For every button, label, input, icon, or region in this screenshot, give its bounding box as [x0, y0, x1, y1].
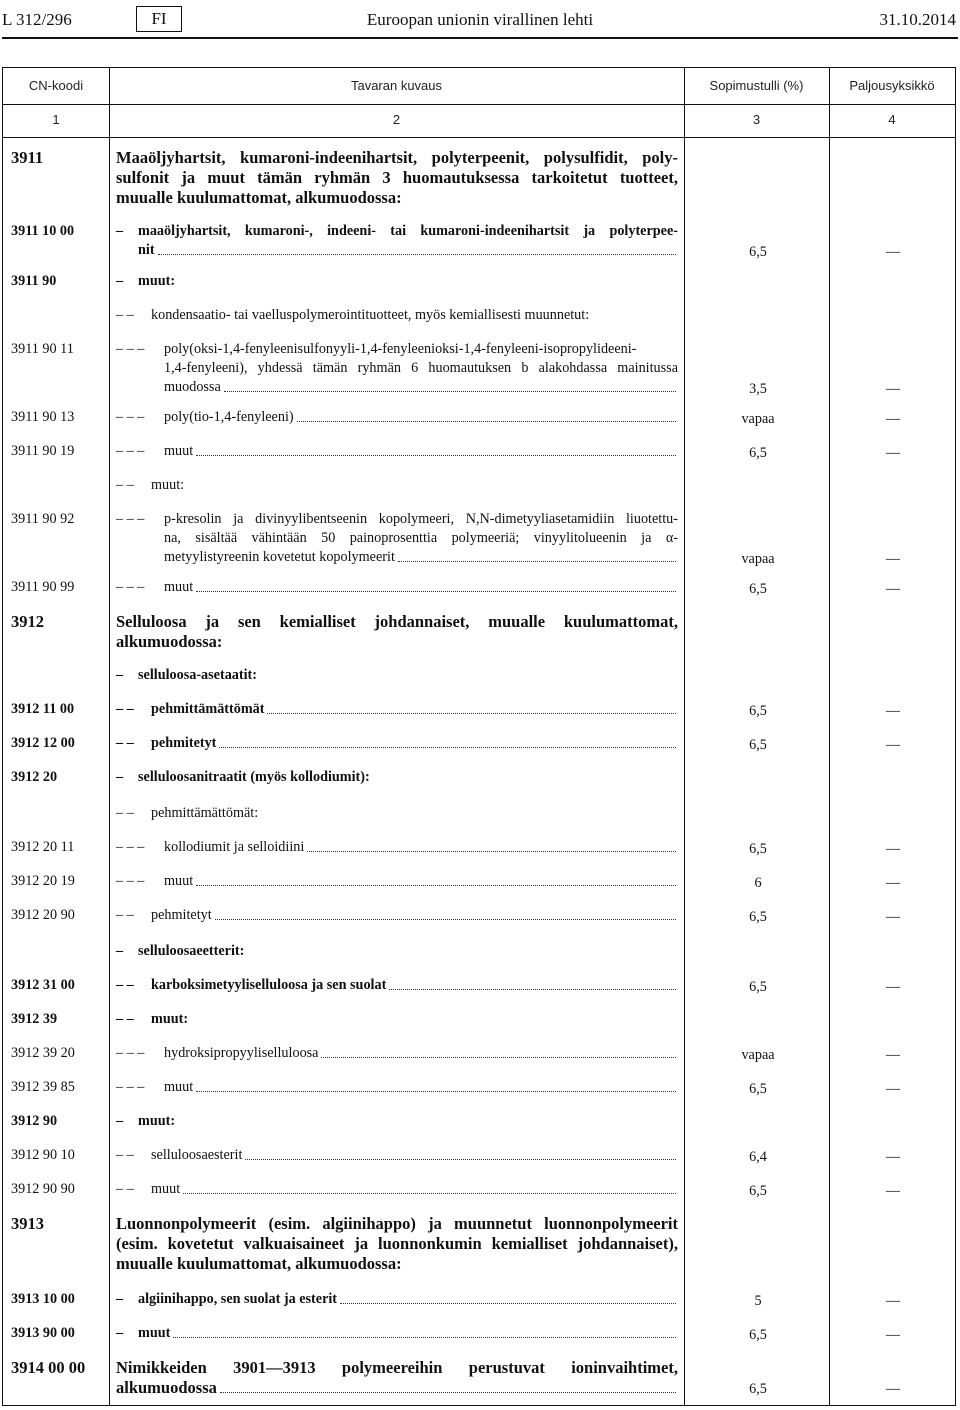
- cn-code: 3912 39 85: [11, 1079, 75, 1095]
- description-line: [138, 1324, 678, 1343]
- page-header: [0, 6, 960, 32]
- column-divider: [684, 68, 685, 1405]
- supplementary-unit: —: [885, 1183, 901, 1199]
- description: [116, 612, 678, 652]
- indent-dashes: – – –: [116, 409, 145, 425]
- description-text: metyylistyreenin kovetetut kopolymeerit: [164, 549, 395, 565]
- indent-dashes: – – –: [116, 839, 145, 855]
- col-header-unit: Paljousyksikkö: [849, 78, 935, 93]
- indent-dashes: –: [116, 223, 124, 239]
- description-line: na, sisältää vähintään 50 painoprosenttia polymeeriä; vinyylitolueenin ja α-: [164, 530, 678, 546]
- dot-leader: [220, 1392, 676, 1393]
- conventional-rate: vapaa: [741, 411, 775, 427]
- supplementary-unit: —: [885, 979, 901, 995]
- indent-dashes: – –: [116, 907, 134, 923]
- indent-dashes: –: [116, 1113, 124, 1129]
- supplementary-unit: —: [885, 551, 901, 567]
- conventional-rate: 6,5: [749, 737, 767, 753]
- description-line: muut:: [138, 273, 176, 289]
- description-text: karboksimetyyliselluloosa ja sen suolat: [151, 977, 387, 993]
- language-box: FI: [136, 6, 182, 32]
- dot-leader: [173, 1337, 676, 1338]
- conventional-rate: 3,5: [749, 381, 767, 397]
- description-text: kollodiumit ja selloidiini: [164, 839, 305, 855]
- description-line: muualle kuulumattomat, alkumuodossa:: [116, 1254, 402, 1273]
- indent-dashes: – –: [116, 735, 134, 751]
- description: [116, 734, 678, 753]
- description-line: selluloosanitraatit (myös kollodiumit):: [138, 769, 370, 785]
- description: [116, 942, 678, 961]
- description: [116, 148, 678, 208]
- conventional-rate: 6,4: [749, 1149, 767, 1165]
- description: [116, 700, 678, 719]
- supplementary-unit: —: [885, 411, 901, 427]
- cn-code: 3912 20 19: [11, 873, 75, 889]
- cn-code: 3911 10 00: [11, 223, 75, 239]
- supplementary-unit: —: [885, 841, 901, 857]
- description-line: [164, 578, 678, 597]
- cn-code: 3912: [11, 612, 44, 631]
- description-line: poly(oksi-1,4-fenyleenisulfonyyli-1,4-fenyleenioksi-1,4-fenyleeni-isopropylideeni-: [164, 341, 637, 357]
- indent-dashes: – –: [116, 701, 134, 717]
- description-line: pehmittämättömät:: [151, 805, 259, 821]
- dot-leader: [245, 1159, 676, 1160]
- description-text: selluloosaesterit: [151, 1147, 243, 1163]
- conventional-rate: vapaa: [741, 551, 775, 567]
- description-line: alkumuodossa:: [116, 632, 223, 651]
- description: [116, 1324, 678, 1343]
- description: [116, 476, 678, 495]
- description-line: [164, 378, 678, 397]
- cn-code: 3912 39: [11, 1011, 58, 1027]
- indent-dashes: – –: [116, 1181, 134, 1197]
- indent-dashes: – –: [116, 1147, 134, 1163]
- description-line: selluloosaeetterit:: [138, 943, 245, 959]
- cn-code: 3911: [11, 148, 44, 167]
- dot-leader: [224, 391, 676, 392]
- description-line: [151, 700, 678, 719]
- description-line: (esim. kovetetut valkuaisaineet ja luonnonkumin kemialliset johdannaiset),: [116, 1234, 678, 1253]
- description-line: [138, 1290, 678, 1309]
- conventional-rate: 6,5: [749, 1327, 767, 1343]
- description-line: kondensaatio- tai vaelluspolymerointituotteet, myös kemiallisesti muunnetut:: [151, 307, 590, 323]
- dot-leader: [196, 591, 676, 592]
- indent-dashes: – –: [116, 1011, 134, 1027]
- conventional-rate: 6,5: [749, 244, 767, 260]
- description-line: [138, 241, 678, 260]
- conventional-rate: 6,5: [749, 1381, 767, 1397]
- description-line: Luonnonpolymeerit (esim. algiinihappo) ja muunnetut luonnonpolymeerit: [116, 1214, 678, 1233]
- dot-leader: [267, 713, 676, 714]
- conventional-rate: 6,5: [749, 841, 767, 857]
- conventional-rate: 6,5: [749, 1183, 767, 1199]
- description-line: [164, 548, 678, 567]
- description: [116, 442, 678, 461]
- description: [116, 666, 678, 685]
- description: [116, 838, 678, 857]
- description-line: p-kresolin ja divinyylibentseenin kopolymeeri, N,N-dimetyyliasetamidiin liuotettu-: [164, 511, 678, 527]
- description-line: 1,4-fenyleeni), yhdessä tämän ryhmän 6 huomautuksen b alakohdassa mainitussa: [164, 360, 678, 376]
- description-line: muut:: [151, 477, 185, 493]
- dot-leader: [196, 455, 676, 456]
- description-line: [151, 906, 678, 925]
- description: [116, 872, 678, 891]
- description: [116, 1214, 678, 1274]
- indent-dashes: –: [116, 273, 124, 289]
- description-line: [164, 442, 678, 461]
- cn-code: 3911 90: [11, 273, 57, 289]
- description: [116, 1146, 678, 1165]
- dot-leader: [307, 851, 676, 852]
- description-text: muut: [164, 1079, 194, 1095]
- cn-code: 3912 39 20: [11, 1045, 75, 1061]
- dot-leader: [321, 1057, 676, 1058]
- publication-date: 31.10.2014: [879, 10, 956, 29]
- cn-code: 3912 90 90: [11, 1181, 75, 1197]
- supplementary-unit: —: [885, 381, 901, 397]
- indent-dashes: – – –: [116, 341, 145, 357]
- conventional-rate: 6,5: [749, 581, 767, 597]
- description: [116, 222, 678, 260]
- indent-dashes: – – –: [116, 579, 145, 595]
- description-line: muut:: [138, 1113, 176, 1129]
- page-reference: L 312/296: [2, 10, 72, 29]
- description-line: [164, 408, 678, 427]
- dot-leader: [196, 1091, 676, 1092]
- col-header-cn: CN-koodi: [28, 78, 84, 93]
- cn-code: 3912 11 00: [11, 701, 75, 717]
- cn-code: 3911 90 13: [11, 409, 75, 425]
- header-divider: [3, 137, 955, 138]
- supplementary-unit: —: [885, 581, 901, 597]
- conventional-rate: vapaa: [741, 1047, 775, 1063]
- indent-dashes: – –: [116, 977, 134, 993]
- description: [116, 1078, 678, 1097]
- description-text: alkumuodossa: [116, 1378, 217, 1397]
- description-text: muut: [151, 1181, 181, 1197]
- supplementary-unit: —: [885, 875, 901, 891]
- description-line: [164, 872, 678, 891]
- supplementary-unit: —: [885, 703, 901, 719]
- description: [116, 510, 678, 567]
- description-text: pehmitetyt: [151, 907, 212, 923]
- col-number-1: 1: [52, 112, 60, 127]
- col-number-4: 4: [888, 112, 896, 127]
- conventional-rate: 6,5: [749, 445, 767, 461]
- description-line: selluloosa-asetaatit:: [138, 667, 258, 683]
- description: [116, 906, 678, 925]
- description-text: muodossa: [164, 379, 221, 395]
- description: [116, 1290, 678, 1309]
- cn-code: 3912 90: [11, 1113, 58, 1129]
- indent-dashes: –: [116, 943, 124, 959]
- description: [116, 976, 678, 995]
- cn-code: 3914 00 00: [11, 1358, 86, 1377]
- description-line: [164, 838, 678, 857]
- description-text: pehmittämättömät: [151, 701, 265, 717]
- cn-code: 3912 31 00: [11, 977, 75, 993]
- col-header-rate: Sopimustulli (%): [709, 78, 804, 93]
- conventional-rate: 5: [754, 1293, 762, 1309]
- description-line: [151, 1180, 678, 1199]
- description: [116, 804, 678, 823]
- description-line: [164, 1044, 678, 1063]
- cn-code: 3913 10 00: [11, 1291, 75, 1307]
- cn-code: 3912 20 11: [11, 839, 75, 855]
- cn-code: 3911 90 92: [11, 511, 75, 527]
- description-line: muualle kuulumattomat, alkumuodossa:: [116, 188, 402, 207]
- supplementary-unit: —: [885, 1327, 901, 1343]
- indent-dashes: – – –: [116, 1045, 145, 1061]
- header-divider: [3, 104, 955, 105]
- cn-code: 3912 20 90: [11, 907, 75, 923]
- indent-dashes: –: [116, 769, 124, 785]
- description: [116, 1044, 678, 1063]
- header-rule: [2, 37, 958, 39]
- cn-code: 3911 90 11: [11, 341, 74, 357]
- cn-code: 3913: [11, 1214, 44, 1233]
- description-text: muut: [164, 443, 194, 459]
- col-number-3: 3: [752, 112, 761, 127]
- indent-dashes: – – –: [116, 873, 145, 889]
- indent-dashes: –: [116, 1325, 124, 1341]
- dot-leader: [158, 254, 676, 255]
- dot-leader: [196, 885, 676, 886]
- cn-code: 3912 90 10: [11, 1147, 75, 1163]
- conventional-rate: 6,5: [749, 1081, 767, 1097]
- indent-dashes: – – –: [116, 511, 145, 527]
- description-text: nit: [138, 242, 155, 258]
- supplementary-unit: —: [885, 909, 901, 925]
- conventional-rate: 6: [754, 875, 762, 891]
- description-line: [151, 734, 678, 753]
- description-line: muut:: [151, 1011, 189, 1027]
- description: [116, 578, 678, 597]
- indent-dashes: – – –: [116, 443, 145, 459]
- description-text: muut: [164, 873, 194, 889]
- indent-dashes: – –: [116, 477, 134, 493]
- description: [116, 768, 678, 787]
- indent-dashes: – – –: [116, 1079, 145, 1095]
- description-line: Selluloosa ja sen kemialliset johdannaiset, muualle kuulumattomat,: [116, 612, 678, 631]
- supplementary-unit: —: [885, 1047, 901, 1063]
- description-text: muut: [164, 579, 194, 595]
- description: [116, 1010, 678, 1029]
- tariff-table: [2, 67, 956, 1406]
- dot-leader: [398, 561, 676, 562]
- conventional-rate: 6,5: [749, 979, 767, 995]
- indent-dashes: – –: [116, 307, 134, 323]
- description-line: [151, 1146, 678, 1165]
- col-number-2: 2: [392, 112, 401, 127]
- column-divider: [109, 68, 110, 1405]
- description-line: maaöljyhartsit, kumaroni-, indeeni- tai kumaroni-indeenihartsit ja polyterpee-: [138, 223, 678, 239]
- col-header-desc: Tavaran kuvaus: [350, 78, 443, 93]
- cn-code: 3911 90 19: [11, 443, 75, 459]
- description: [116, 1358, 678, 1398]
- dot-leader: [215, 919, 676, 920]
- description-line: Maaöljyhartsit, kumaroni-indeenihartsit, polyterpeenit, polysulfidit, poly-: [116, 148, 678, 167]
- indent-dashes: –: [116, 667, 124, 683]
- description: [116, 272, 678, 291]
- description: [116, 340, 678, 397]
- description-line: Nimikkeiden 3901—3913 polymeereihin perustuvat ioninvaihtimet,: [116, 1358, 678, 1377]
- journal-title: Euroopan unionin virallinen lehti: [366, 10, 594, 29]
- conventional-rate: 6,5: [749, 909, 767, 925]
- dot-leader: [297, 421, 676, 422]
- description-text: hydroksipropyyliselluloosa: [164, 1045, 319, 1061]
- supplementary-unit: —: [885, 1149, 901, 1165]
- description-text: pehmitetyt: [151, 735, 217, 751]
- description: [116, 408, 678, 427]
- supplementary-unit: —: [885, 1381, 901, 1397]
- dot-leader: [219, 747, 676, 748]
- supplementary-unit: —: [885, 1081, 901, 1097]
- cn-code: 3912 12 00: [11, 735, 75, 751]
- description-text: muut: [138, 1325, 171, 1341]
- description: [116, 1112, 678, 1131]
- description-line: [116, 1378, 678, 1398]
- indent-dashes: – –: [116, 805, 134, 821]
- description-line: [151, 976, 678, 995]
- supplementary-unit: —: [885, 1293, 901, 1309]
- supplementary-unit: —: [885, 244, 901, 260]
- cn-code: 3913 90 00: [11, 1325, 75, 1341]
- cn-code: 3911 90 99: [11, 579, 75, 595]
- conventional-rate: 6,5: [749, 703, 767, 719]
- dot-leader: [183, 1193, 676, 1194]
- cn-code: 3912 20: [11, 769, 58, 785]
- dot-leader: [389, 989, 676, 990]
- description-text: poly(tio-1,4-fenyleeni): [164, 409, 294, 425]
- description-text: algiinihappo, sen suolat ja esterit: [138, 1291, 338, 1307]
- description: [116, 1180, 678, 1199]
- supplementary-unit: —: [885, 737, 901, 753]
- description-line: [164, 1078, 678, 1097]
- description-line: sulfonit ja muut tämän ryhmän 3 huomautuksessa tarkoitetut tuotteet,: [116, 168, 678, 187]
- indent-dashes: –: [116, 1291, 124, 1307]
- supplementary-unit: —: [885, 445, 901, 461]
- description: [116, 306, 678, 325]
- dot-leader: [340, 1303, 676, 1304]
